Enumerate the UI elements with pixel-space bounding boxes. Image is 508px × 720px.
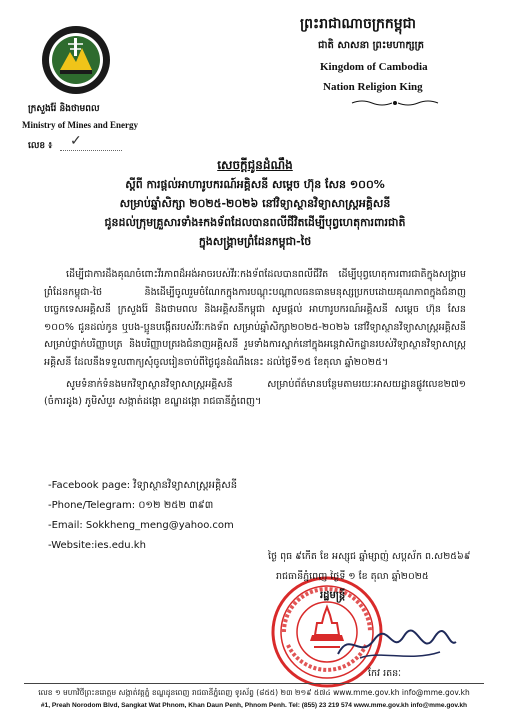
notice-body (44, 266, 466, 415)
date-solar: រាជធានីភ្នំពេញ ថ្ងៃទី ១ ខែ តុលា ឆ្នាំ២០២៥ (276, 571, 429, 582)
notice-title-line-2: សម្រាប់ឆ្នាំសិក្សា ២០២៥-២០២៦ នៅវិទ្យាស្ថានវិទ្យាសាស្ត្រអគ្គិសនី (119, 197, 391, 210)
kingdom-title-en: Kingdom of Cambodia (320, 61, 428, 73)
date-lunar: ថ្ងៃ ពុធ ៩កើត ខែ អស្សុជ ឆ្នាំម្សាញ់ សប្តស័ក ព.ស២៥៦៩ (268, 551, 471, 562)
signer-title: រដ្ឋមន្ត្រី (320, 590, 346, 601)
nation-motto-km: ជាតិ សាសនា ព្រះមហាក្សត្រ (318, 40, 424, 51)
contact-facebook: -Facebook page: វិទ្យាស្ថានវិទ្យាសាស្ត្រអគ្គិសនី (48, 480, 238, 491)
header-ornament (350, 99, 440, 107)
reference-number-label: លេខ ៖ (28, 141, 53, 151)
notice-title-line-4: ក្នុងសង្គ្រាមព្រំដែនកម្ពុជា-ថៃ (198, 235, 312, 248)
notice-title-line-1: ស្តីពី ការផ្តល់អាហារូបករណ៍អគ្គិសនី សម្តេច ហ៊ុន សែន ១០០% (125, 178, 385, 191)
footer-address-km: លេខ ១ មហាវិថីព្រះនរោត្តម សង្កាត់វត្តភ្នំ ខណ្ឌដូនពេញ រាជធានីភ្នំពេញ ទូរស័ព្ទ (៨៥៥) ២៣ ២១៩ ៥៧៤ www.mme.gov.kh info@mme.gov.kh (38, 688, 470, 697)
contact-website: -Website:ies.edu.kh (48, 540, 146, 551)
nation-motto-en: Nation Religion King (323, 81, 423, 93)
signer-name: កែវ រតនៈ (368, 668, 402, 679)
kingdom-title-km: ព្រះរាជាណាចក្រកម្ពុជា (300, 16, 417, 32)
reference-checkmark: ✓ (70, 134, 82, 149)
footer-divider (24, 683, 484, 684)
handwritten-signature (330, 620, 460, 670)
contact-email: -Email: Sokkheng_meng@yahoo.com (48, 520, 234, 531)
ministry-name-km: ក្រសួងរ៉ែ និងថាមពល (28, 104, 100, 114)
notice-title-block (60, 156, 450, 251)
ministry-name-en: Ministry of Mines and Energy (22, 120, 138, 130)
ministry-logo (40, 24, 112, 96)
reference-dotted-line (60, 150, 122, 151)
contact-list (48, 476, 237, 556)
body-paragraph-1: ដើម្បីជាការដឹងគុណចំពោះវីរភាពដ៏អង់អាចរបស់វីរៈកងទ័ពដែលបានពលីជីវិត ដើម្បីបុព្វហេតុការពារជាតិក្នុងសង្គ្រាមព្រំដែនកម្ពុជា-ថៃ និងដើម្បីចូលរួមចំណែកក្នុងការបណ្តុះបណ្តាលធនធានមនុស្សប្រកបដោយគុណភាពក្នុងជំនាញបច្ចេកទេសអគ្គិសនី ក្រសួងរ៉ែ និងថាមពល និងអគ្គិសនីកម្ពុជា សូមផ្តល់ អាហារូបករណ៍អគ្គិសនី សម្តេច ហ៊ុន សែន ១០០% ជូនដល់កូន ឬបង-ប្អូនបង្កើតរបស់វីរៈកងទ័ព សម្រាប់ឆ្នាំសិក្សា២០២៥-២០២៦ នៅវិទ្យាស្ថានវិទ្យាសាស្ត្រអគ្គិសនីសម្រាប់ថ្នាក់បរិញ្ញាបត្រ និងបរិញ្ញាបត្ររងជំនាញអគ្គិសនី រួមទាំងការស្នាក់នៅក្នុងអន្តេវាសិកដ្ឋានរបស់វិទ្យាស្ថានវិទ្យាសាស្ត្រអគ្គិសនី ដែលនឹងទទួលពាក្យសុំចូលរៀនចាប់ពីថ្ងៃជូនដំណឹងនេះ ដល់ថ្ងៃទី១៥ ខែតុលា ឆ្នាំ២០២៥។ (44, 269, 466, 368)
notice-heading: សេចក្តីជូនដំណឹង (217, 158, 293, 172)
contact-phone: -Phone/Telegram: ០១២ ២៥២ ៣៩៣ (48, 500, 214, 511)
body-paragraph-2: សូមទំនាក់ទំនងមកវិទ្យាស្ថានវិទ្យាសាស្ត្រអគ្គិសនី សម្រាប់ព័ត៌មានបន្ថែមតាមរយៈអាសយដ្ឋានផ្លូវលេខ២៧១ (ចំការដូង) ភូមិសំបួរ សង្កាត់ដង្កោ ខណ្ឌដង្កោ រាជធានីភ្នំពេញ។ (44, 378, 466, 408)
footer-address-en: #1, Preah Norodom Blvd, Sangkat Wat Phnom, Khan Daun Penh, Phnom Penh. Tel: (855) 23 219 574 www.mme.gov.kh info@mme.gov.kh (40, 702, 468, 709)
notice-title-line-3: ជូនដល់ក្រុមគ្រួសារទាំង៖កងទ័ពដែលបានពលីជីវិតដើម្បីបុព្វហេតុការពារជាតិ (104, 216, 406, 229)
